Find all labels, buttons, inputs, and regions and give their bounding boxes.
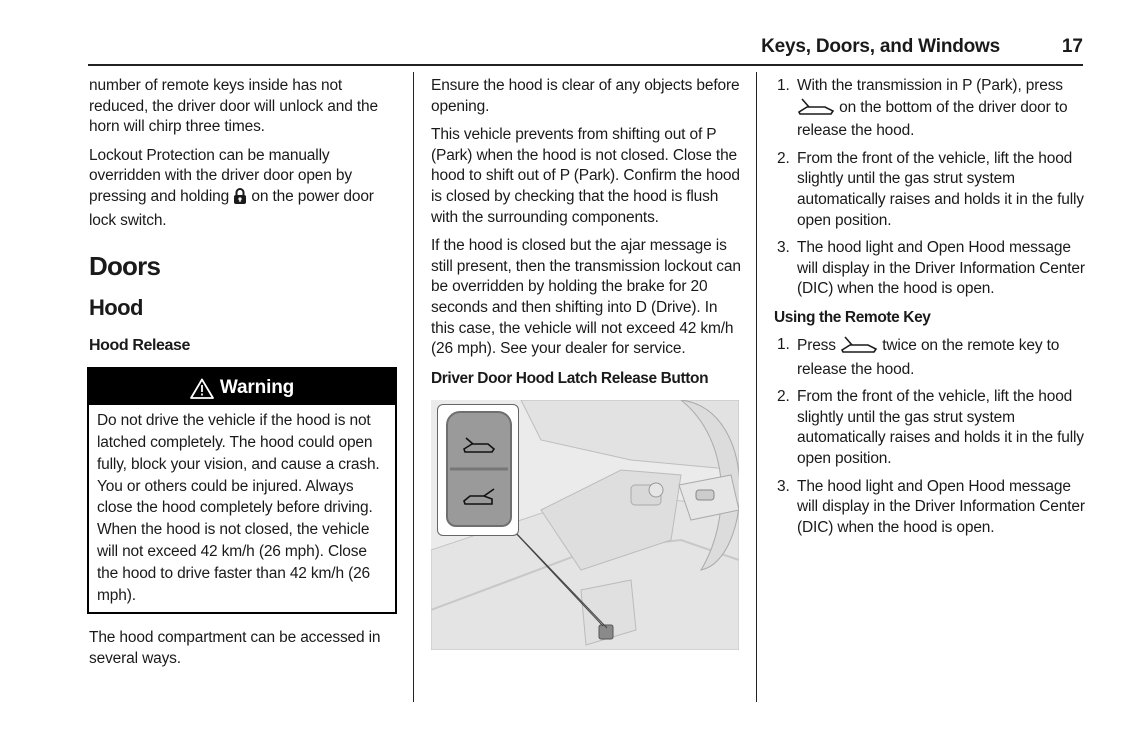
paragraph: number of remote keys inside has not reduced, the driver door will unlock and the horn will chirp three times. (89, 77, 378, 136)
button-icons (448, 413, 510, 525)
door-panel-illustration (431, 400, 739, 650)
remote-key-steps (775, 335, 1085, 538)
warning-header (89, 369, 395, 405)
paragraph-text: Lockout Protection can be manually overridden with the driver door open by pressing and holding (89, 146, 352, 205)
list-item (775, 335, 1085, 380)
warning-body: Do not drive the vehicle if the hood is not latched completely. The hood could open fully, block your vision, and cause a crash. You or others could be injured. Always close the hood completely before driving. When the hood is not closed, the vehicle will not exceed 42 km/h (26 mph). Close the hood to drive faster than 42 km/h (26 mph). (97, 412, 380, 604)
step-text: The hood light and Open Hood message will display in the Driver Information Center (DIC) when the hood is open. (797, 239, 1085, 298)
page-header (0, 36, 1085, 64)
paragraph-text: on the power door lock switch. (89, 187, 374, 229)
column-divider (756, 72, 757, 702)
step-text: twice on the remote key to release the hood. (797, 336, 1060, 378)
step-text: With the transmission in P (Park), press (797, 77, 1063, 94)
driver-door-steps (775, 76, 1085, 300)
column-1 (89, 76, 394, 678)
hood-release-icon (840, 335, 878, 360)
heading-hood-latch-button: Driver Door Hood Latch Release Button (431, 369, 709, 387)
lock-icon (233, 188, 247, 211)
step-number: 2. (777, 388, 790, 406)
paragraph: Ensure the hood is clear of any objects before opening. (431, 77, 740, 115)
list-item (775, 387, 1085, 469)
warning-box (87, 367, 397, 614)
paragraph: If the hood is closed but the ajar message is still present, then the transmission lockout can be overridden by holding the brake for 20 seconds and then shifting into D (Drive). In this case, the vehicle will not exceed 42 km/h (26 mph). See your dealer for service. (431, 237, 741, 358)
page-number: 17 (1061, 36, 1083, 57)
heading-using-remote-key: Using the Remote Key (774, 308, 931, 326)
hood-trunk-button-pad (446, 411, 512, 527)
step-number: 3. (777, 477, 790, 495)
heading-hood: Hood (89, 295, 143, 321)
button-inset (437, 404, 519, 536)
heading-hood-release: Hood Release (89, 337, 191, 355)
step-number: 2. (777, 149, 790, 167)
warning-triangle-icon (190, 372, 220, 410)
list-item (775, 238, 1085, 300)
heading-doors: Doors (89, 251, 161, 282)
list-item (775, 477, 1085, 539)
hood-release-icon (797, 97, 835, 122)
step-number: 1. (777, 335, 790, 353)
trunk-release-icon (464, 489, 494, 504)
step-number: 3. (777, 239, 790, 257)
section-title: Keys, Doors, and Windows (761, 36, 1000, 57)
step-text: on the bottom of the driver door to release the hood. (797, 98, 1068, 140)
paragraph: The hood compartment can be accessed in several ways. (89, 629, 381, 667)
column-3 (775, 76, 1085, 545)
paragraph (89, 146, 394, 231)
step-text: From the front of the vehicle, lift the hood slightly until the gas strut system automatically raises and holds it in the fully open position. (797, 388, 1084, 467)
column-divider (413, 72, 414, 702)
step-text: Press (797, 336, 836, 354)
paragraph: This vehicle prevents from shifting out of P (Park) when the hood is not closed. Close the hood to shift out of P (Park). Confirm the hood is closed by checking that the hood is flush with the surrounding components. (431, 126, 740, 226)
hood-release-icon (464, 438, 494, 452)
warning-title: Warning (219, 377, 295, 399)
list-item (775, 76, 1085, 142)
step-text: The hood light and Open Hood message will display in the Driver Information Center (DIC) when the hood is open. (797, 477, 1085, 536)
column-2 (431, 76, 741, 650)
list-item (775, 149, 1085, 231)
step-number: 1. (777, 77, 790, 94)
header-rule (88, 64, 1083, 66)
step-text: From the front of the vehicle, lift the hood slightly until the gas strut system automatically raises and holds it in the fully open position. (797, 149, 1084, 229)
